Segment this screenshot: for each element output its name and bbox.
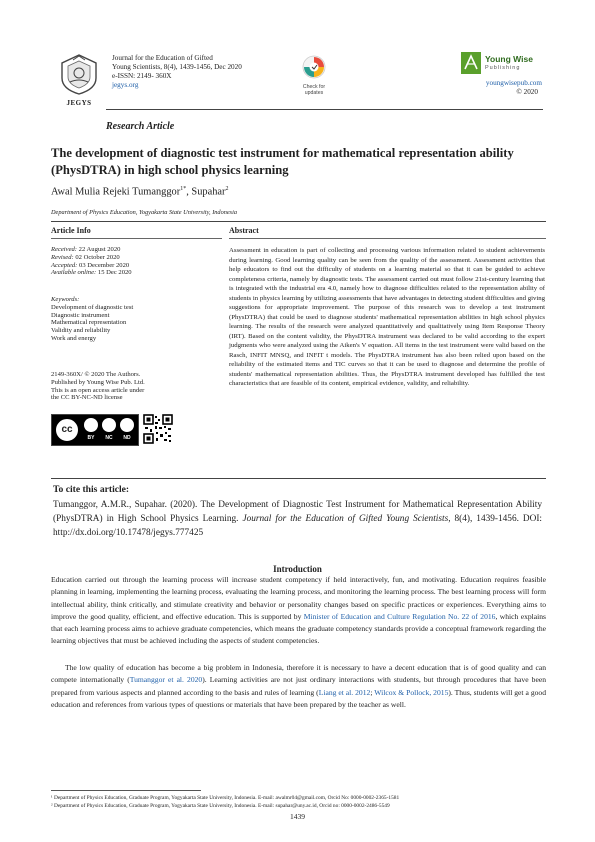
publisher-name: Young Wise <box>485 54 533 64</box>
publisher-year: © 2020 <box>516 88 538 96</box>
license-line: Published by Young Wise Pub. Ltd. <box>51 378 145 386</box>
check-for-updates-badge[interactable] <box>296 55 332 96</box>
author-2-sup: 2 <box>225 186 229 192</box>
author-2: Supahar <box>191 186 226 198</box>
intro-paragraph-2: The low quality of education has become a big problem in Indonesia, therefore it is necessary to have a decent education that is of good quality and can compete internationally (Tumanggor et al. 2020). Learning activities are not just ordinary interactions with students, but through procedures that have been prepared from various aspects and planned according to the basis and rules of learning (Liang et al. 2012; Wilcox & Pollock, 2015). Thus, students will get a good education and references from various types of questions or materials that have been prepared by the teacher as well. <box>51 663 547 709</box>
footnote-rule <box>51 790 201 791</box>
journal-header-info <box>112 54 292 90</box>
article-dates <box>51 246 221 277</box>
cite-heading: To cite this article: <box>53 484 130 495</box>
author-1: Awal Mulia Rejeki Tumanggor <box>51 186 181 198</box>
journal-logo <box>56 52 102 107</box>
regulation-link[interactable]: Minister of Education and Culture Regulation No. 22 of 2016 <box>303 611 496 621</box>
author-1-sup: 1* <box>180 186 187 192</box>
date-received: Received: 22 August 2020 <box>51 246 121 253</box>
cc-tag-nc: NC <box>105 435 113 441</box>
intro-paragraph-1: Education carried out through the learning process will increase student competency if held interactively, fun, and motivating. Education requires feasible planning in learning, implementing the learning process, evaluating the learning process, and monitoring the learning process. The best learning process will form intellectual ability, think critically, and stimulate creativity and behavior or personality changes based on specific practices or experiences. Everything aims to improve the good quality, efficient, and effective education. This is supported by Minister of Education and Culture Regulation No. 22 of 2016, which explains that each learning process aims to achieve graduate competencies, which means the graduate competency standards provide a conceptual framework regarding the learning objectives that must be achieved including the aspects of student competencies. <box>51 575 547 646</box>
keyword-item: Validity and reliability <box>51 327 111 335</box>
date-revised: Revised: 02 October 2020 <box>51 253 120 261</box>
cc-icon: cc <box>55 418 79 442</box>
keywords-label: Keywords: <box>51 296 80 303</box>
license-block <box>51 371 221 402</box>
info-mid-rule-left <box>51 238 222 239</box>
license-line: the CC BY-NC-ND license <box>51 394 123 402</box>
page-number: 1439 <box>290 812 305 821</box>
cc-license-badge[interactable] <box>51 414 139 446</box>
footnote-1: ¹ Department of Physics Education, Graduate Program, Yogyakarta State University, Indonesia. E-mail: awalmr04@gmail.com, Orcid No: 0000-0002-2365-1581 <box>51 795 400 801</box>
journal-volume: Young Scientists, 8(4), 1439-1456, Dec 2020 <box>112 63 242 71</box>
journal-logo-label: JEGYS <box>66 99 92 107</box>
info-mid-rule-right <box>229 238 546 239</box>
cc-nc-icon <box>102 418 116 432</box>
journal-emblem-icon <box>56 52 102 96</box>
qr-code-icon <box>143 414 173 444</box>
abstract-text: Assessment in education is part of collecting and processing various information related to student achievements during learning. Good learning quality can be seen from the quality of the assessment. Assessment activities that help educators to find out the difficulty of students on a learning material so that it can be guided to achieve completeness criteria, namely by diagnostic tests. The assessment carried out must follow 21st-century learning that is integrated with the industrial era 4.0, namely how to diagnose difficulties related to the representation ability of students in physics learning by utilizing assessments that have advantages in detecting student difficulties and giving suggestions for appropriate improvement. The purpose of this research was to develop a test instrument (PhysDTRA) that could be used to diagnose students' mathematical representation abilities in high school physics learning. The results of the research were analyzed quantitatively and qualitatively using Item Response Theory (IRT). Based on the content validity, the PhysDTRA instrument was declared to be valid according to the expert judgments who were analyzed using the Aiken's V equation. All items in the test instrument were valid based on the Rasch, INFIT MNSQ, and INFIT t models. The PhysDTRA instrument has also been relied upon based on the reliability of the estimated items and TIC curves so that it can be used to diagnose and determine the profile of students' mathematical representation abilities. Thus, the PhysDTRA instrument developed has fulfilled the test characteristics that are feasible of its content, empirical evidence, validity, and reliability. <box>229 247 545 387</box>
license-line: This is an open access article under <box>51 386 145 394</box>
cc-nd-icon <box>120 418 134 432</box>
info-top-rule <box>51 221 546 222</box>
author-line <box>51 186 228 197</box>
introduction-heading: Introduction <box>273 564 322 574</box>
keywords-block <box>51 296 221 343</box>
publisher-site-link[interactable]: youngwisepub.com <box>485 79 542 87</box>
citation-link[interactable]: Liang et al. 2012 <box>318 687 371 697</box>
cc-tag-nd: ND <box>123 435 131 441</box>
article-title: The development of diagnostic test instrument for mathematical representation ability (PhysDTRA) in high school physics learning <box>51 146 514 177</box>
affiliation: Department of Physics Education, Yogyakarta State University, Indonesia <box>51 209 238 216</box>
keyword-item: Mathematical representation <box>51 319 127 327</box>
publisher-sub: Publishing <box>485 65 521 71</box>
keyword-item: Development of diagnostic test <box>51 303 134 311</box>
license-line: 2149-360X/ © 2020 The Authors. <box>51 371 141 378</box>
cc-by-icon <box>84 418 98 432</box>
cc-tag-by: BY <box>87 435 95 441</box>
info-bottom-rule <box>51 478 546 479</box>
article-type: Research Article <box>106 121 175 132</box>
journal-issn: e-ISSN: 2149- 360X <box>112 72 172 80</box>
journal-site-link[interactable]: jegys.org <box>112 81 139 89</box>
date-accepted: Accepted: 03 December 2020 <box>51 261 130 269</box>
publisher-logo <box>461 52 541 76</box>
young-wise-leaf-icon <box>461 52 481 74</box>
header-rule <box>106 109 543 110</box>
footnotes <box>51 794 551 810</box>
check-updates-label: Check for updates <box>302 84 326 96</box>
citation-link[interactable]: Tumanggor et al. 2020 <box>129 675 203 685</box>
cite-text: Tumanggor, A.M.R., Supahar. (2020). The Development of Diagnostic Test Instrument for Mathematical Representation Ability (PhysDTRA) in High School Physics Learning. Journal for the Education of Gifted Young Scientists, 8(4), 1439-1456. DOI: http://dx.doi.org/10.17478/jegys.777425 <box>53 500 543 538</box>
keyword-item: Work and energy <box>51 334 97 342</box>
journal-name: Journal for the Education of Gifted <box>112 54 213 62</box>
abstract-heading: Abstract <box>229 226 259 235</box>
citation-link[interactable]: Wilcox & Pollock, 2015 <box>374 687 449 697</box>
author-separator: , <box>186 186 192 198</box>
footnote-2: ² Department of Physics Education, Graduate Program, Yogyakarta State University, Indonesia. E-mail: supahar@uny.ac.id, Orcid no: 0000-0002-2486-5549 <box>51 803 390 809</box>
article-info-heading: Article Info <box>51 226 91 235</box>
qr-code[interactable] <box>143 414 173 444</box>
check-updates-icon <box>302 55 326 79</box>
cite-journal: Journal for the Education of Gifted Young Scientists <box>242 514 449 524</box>
date-online: Available online: 15 Dec 2020 <box>51 269 132 277</box>
keyword-item: Diagnostic instrument <box>51 311 110 319</box>
